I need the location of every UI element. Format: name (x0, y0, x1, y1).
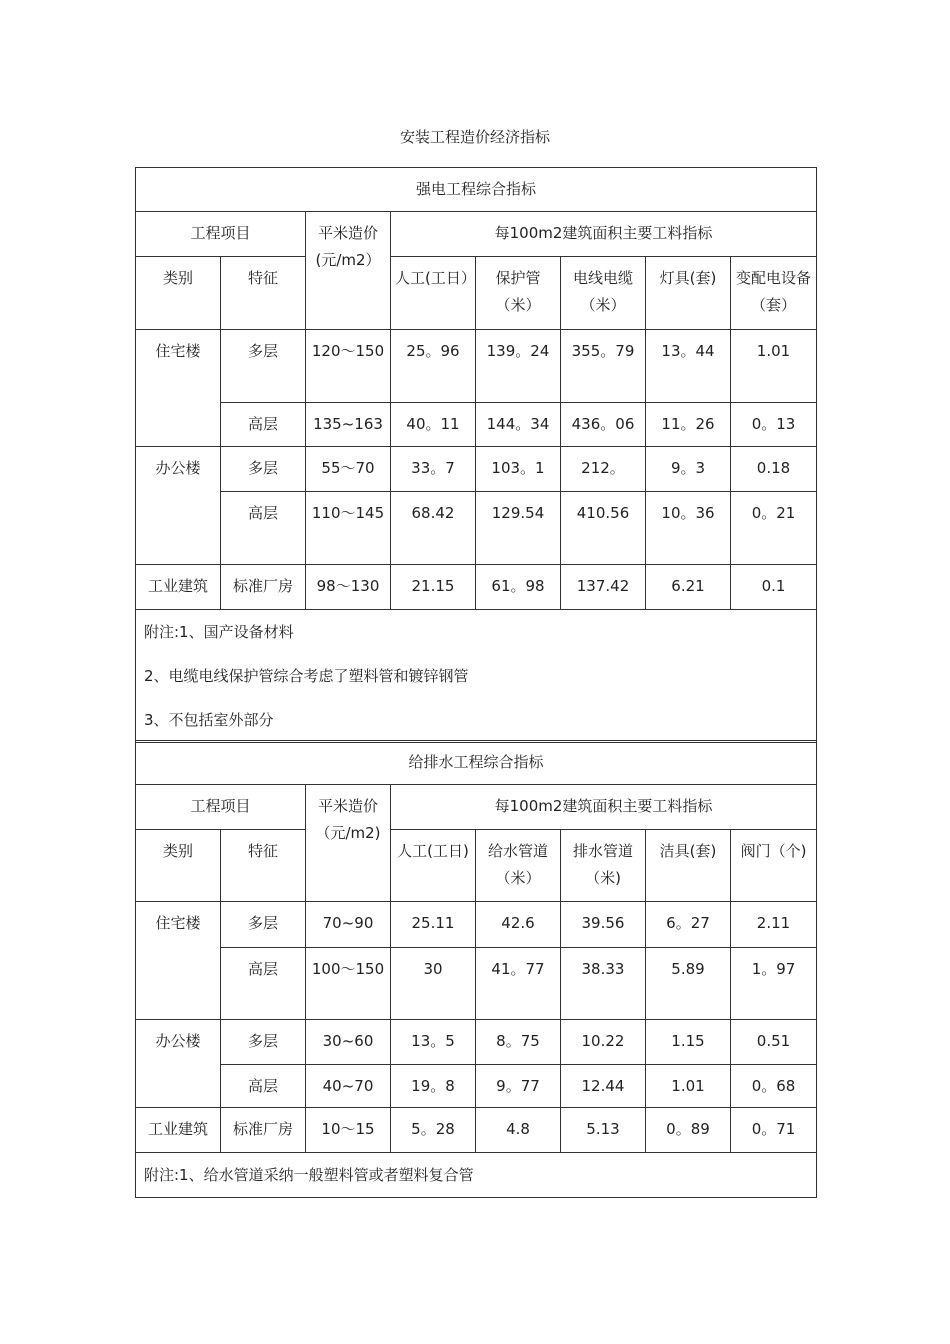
cell-feature: 多层 (221, 902, 306, 948)
cell-value: 355。79 (561, 330, 646, 403)
electrical-index-table (135, 167, 817, 743)
cell-value: 13。5 (391, 1020, 476, 1065)
cell-value: 10。36 (646, 492, 731, 565)
header-drain-pipe: 排水管道（米) (561, 830, 646, 902)
header-labor: 人工(工日) (391, 830, 476, 902)
header-feature: 特征 (221, 257, 306, 330)
cell-value: 8。75 (476, 1020, 561, 1065)
header-unit-price: 平米造价(元/m2） (306, 212, 391, 330)
cell-value: 4.8 (476, 1108, 561, 1153)
header-labor: 人工(工日） (391, 257, 476, 330)
cell-value: 2.11 (731, 902, 817, 948)
cell-value: 137.42 (561, 565, 646, 610)
cell-value: 6。27 (646, 902, 731, 948)
cell-price: 110～145 (306, 492, 391, 565)
cell-value: 5.13 (561, 1108, 646, 1153)
cell-value: 0。68 (731, 1065, 817, 1108)
cell-value: 1.15 (646, 1020, 731, 1065)
cell-category: 办公楼 (136, 447, 221, 565)
cell-feature: 高层 (221, 948, 306, 1020)
table-notes (136, 610, 817, 743)
header-materials: 每100m2建筑面积主要工料指标 (391, 785, 817, 830)
table-row (136, 403, 817, 447)
cell-value: 0.51 (731, 1020, 817, 1065)
cell-value: 41。77 (476, 948, 561, 1020)
table-row (136, 565, 817, 610)
cell-value: 139。24 (476, 330, 561, 403)
cell-category: 工业建筑 (136, 1108, 221, 1153)
cell-category: 工业建筑 (136, 565, 221, 610)
cell-price: 55～70 (306, 447, 391, 492)
header-category: 类别 (136, 257, 221, 330)
cell-category: 住宅楼 (136, 330, 221, 447)
cell-price: 98～130 (306, 565, 391, 610)
document-title: 安装工程造价经济指标 (399, 128, 550, 146)
cell-feature: 多层 (221, 330, 306, 403)
cell-category: 办公楼 (136, 1020, 221, 1108)
cell-value: 38.33 (561, 948, 646, 1020)
cell-value: 103。1 (476, 447, 561, 492)
cell-price: 40~70 (306, 1065, 391, 1108)
table-row (136, 1020, 817, 1065)
cell-value: 13。44 (646, 330, 731, 403)
cell-value: 68.42 (391, 492, 476, 565)
cell-value: 436。06 (561, 403, 646, 447)
cell-value: 40。11 (391, 403, 476, 447)
table-row (136, 492, 817, 565)
cell-value: 39.56 (561, 902, 646, 948)
cell-price: 100～150 (306, 948, 391, 1020)
cell-price: 120～150 (306, 330, 391, 403)
header-water-supply-pipe: 给水管道（米） (476, 830, 561, 902)
cell-feature: 多层 (221, 447, 306, 492)
cell-value: 144。34 (476, 403, 561, 447)
cell-value: 1.01 (731, 330, 817, 403)
table-caption: 给排水工程综合指标 (136, 741, 817, 785)
table-row (136, 330, 817, 403)
cell-value: 0。71 (731, 1108, 817, 1153)
header-conduit: 保护管（米） (476, 257, 561, 330)
cell-price: 135~163 (306, 403, 391, 447)
cell-feature: 标准厂房 (221, 565, 306, 610)
cell-feature: 高层 (221, 403, 306, 447)
cell-value: 33。7 (391, 447, 476, 492)
cell-value: 9。3 (646, 447, 731, 492)
cell-value: 25.11 (391, 902, 476, 948)
cell-value: 10.22 (561, 1020, 646, 1065)
table-row (136, 948, 817, 1020)
header-sanitary-fixtures: 洁具(套) (646, 830, 731, 902)
header-feature: 特征 (221, 830, 306, 902)
table-row (136, 1065, 817, 1108)
cell-value: 19。8 (391, 1065, 476, 1108)
note-line: 附注:1、给水管道采纳一般塑料管或者塑料复合管 (144, 1166, 474, 1184)
cell-value: 25。96 (391, 330, 476, 403)
plumbing-index-table (135, 740, 817, 1198)
table-notes (136, 1153, 817, 1198)
cell-value: 6.21 (646, 565, 731, 610)
header-transformer: 变配电设备（套） (731, 257, 817, 330)
cell-value: 9。77 (476, 1065, 561, 1108)
header-project: 工程项目 (136, 785, 306, 830)
cell-feature: 高层 (221, 1065, 306, 1108)
cell-price: 70~90 (306, 902, 391, 948)
cell-value: 61。98 (476, 565, 561, 610)
cell-value: 0.1 (731, 565, 817, 610)
header-category: 类别 (136, 830, 221, 902)
cell-value: 410.56 (561, 492, 646, 565)
cell-feature: 标准厂房 (221, 1108, 306, 1153)
cell-value: 12.44 (561, 1065, 646, 1108)
table-row (136, 902, 817, 948)
cell-value: 1.01 (646, 1065, 731, 1108)
cell-feature: 高层 (221, 492, 306, 565)
cell-value: 1。97 (731, 948, 817, 1020)
cell-price: 10～15 (306, 1108, 391, 1153)
cell-value: 212。 (561, 447, 646, 492)
cell-value: 42.6 (476, 902, 561, 948)
header-materials: 每100m2建筑面积主要工料指标 (391, 212, 817, 257)
header-unit-price: 平米造价（元/m2) (306, 785, 391, 902)
header-project: 工程项目 (136, 212, 306, 257)
cell-value: 11。26 (646, 403, 731, 447)
cell-value: 0。89 (646, 1108, 731, 1153)
note-line: 2、电缆电线保护管综合考虑了塑料管和镀锌钢管 (144, 667, 469, 685)
table-row (136, 447, 817, 492)
table-caption: 强电工程综合指标 (136, 168, 817, 212)
note-line: 附注:1、国产设备材料 (144, 623, 294, 641)
cell-price: 30~60 (306, 1020, 391, 1065)
cell-category: 住宅楼 (136, 902, 221, 1020)
cell-value: 5。28 (391, 1108, 476, 1153)
header-lamps: 灯具(套) (646, 257, 731, 330)
cell-value: 0.18 (731, 447, 817, 492)
cell-value: 129.54 (476, 492, 561, 565)
cell-value: 21.15 (391, 565, 476, 610)
header-valves: 阀门（个) (731, 830, 817, 902)
header-cable: 电线电缆（米） (561, 257, 646, 330)
cell-value: 30 (391, 948, 476, 1020)
cell-value: 0。13 (731, 403, 817, 447)
cell-value: 0。21 (731, 492, 817, 565)
cell-feature: 多层 (221, 1020, 306, 1065)
table-row (136, 1108, 817, 1153)
note-line: 3、不包括室外部分 (144, 711, 274, 729)
cell-value: 5.89 (646, 948, 731, 1020)
